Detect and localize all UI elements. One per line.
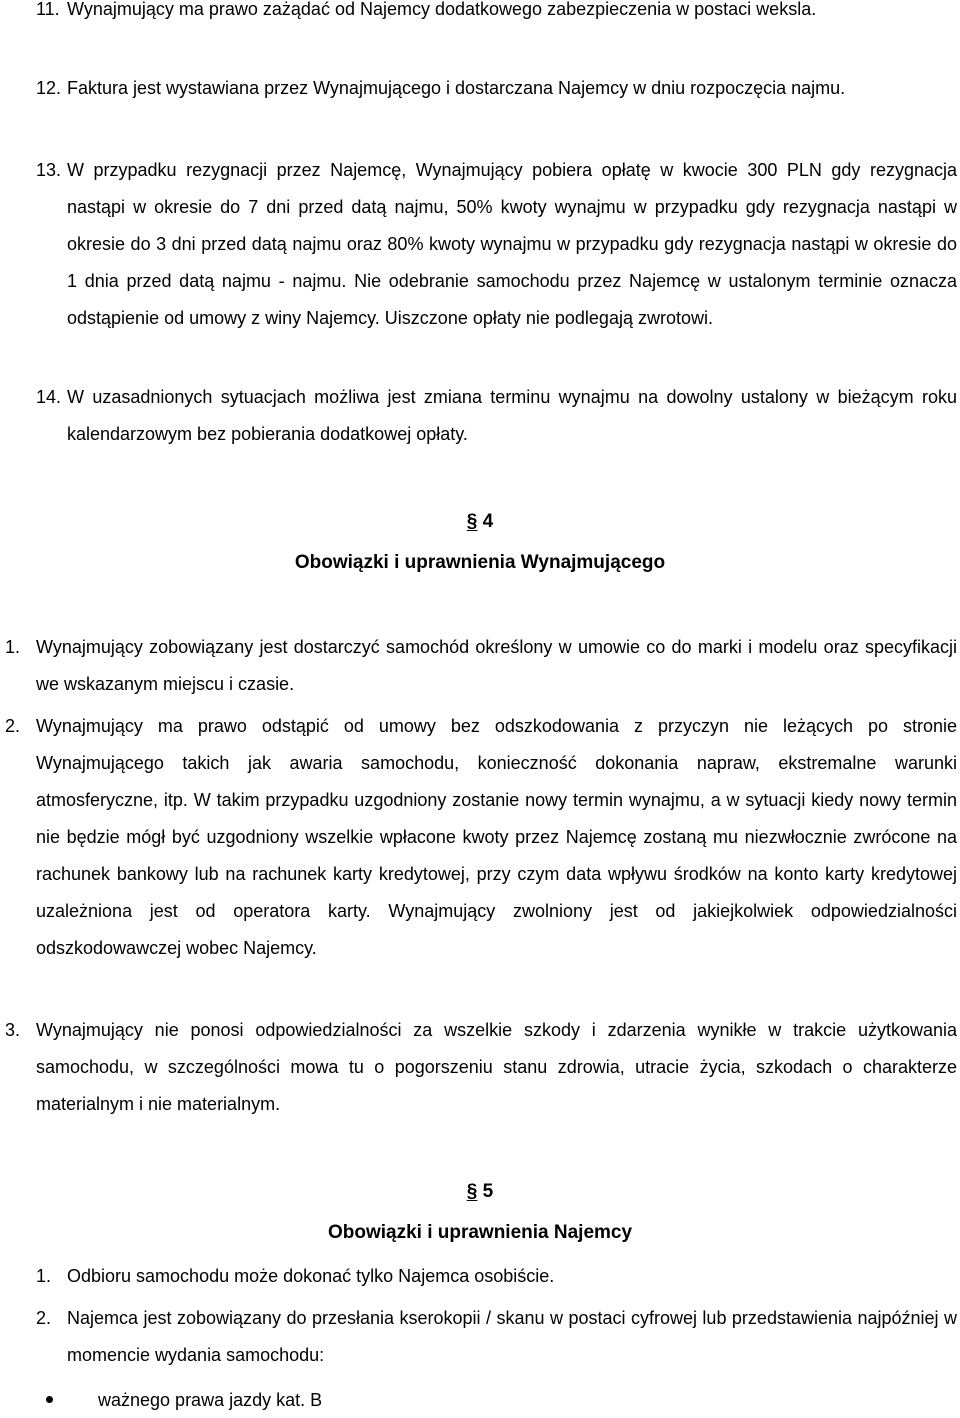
list-item-4-2 — [0, 708, 960, 1004]
section-sign: § — [466, 1181, 478, 1202]
list-item-12 — [0, 70, 960, 144]
list-item-text: W przypadku rezygnacji przez Najemcę, Wynajmujący pobiera opłatę w kwocie 300 PLN gdy rezygnacja nastąpi w okresie do 7 dni przed datą najmu, 50% kwoty wynajmu w przypadku gdy rezygnacja nastąpi w okresie do 3 dni przed datą najmu oraz 80% kwoty wynajmu w przypadku gdy rezygnacja nastąpi w okresie do 1 dnia przed datą najmu - najmu. Nie odebranie samochodu przez Najemcę w ustalonym terminie oznacza odstąpienie od umowy z winy Najemcy. Uiszczone opłaty nie podlegają zwrotowi. — [67, 160, 957, 328]
list-item-5-1 — [0, 1258, 960, 1295]
section-number: 4 — [482, 511, 494, 532]
list-item-4-1 — [0, 629, 960, 703]
list-item-number: 1. — [36, 1266, 52, 1286]
bullet-dot-icon — [46, 1396, 53, 1403]
list-item-number: 12. — [36, 78, 62, 98]
list-item-13 — [0, 152, 960, 374]
list-item-text: W uzasadnionych sytuacjach możliwa jest zmiana terminu wynajmu na dowolny ustalony w bieżącym roku kalendarzowym bez pobierania dodatkowej opłaty. — [67, 387, 957, 444]
list-item-number: 14. — [36, 387, 62, 407]
list-item-text: Wynajmujący ma prawo odstąpić od umowy bez odszkodowania z przyczyn nie leżących po stronie Wynajmującego takich jak awaria samochodu, konieczność dokonania napraw, ekstremalne warunki atmosferyczne, itp. W takim przypadku uzgodniony zostanie nowy termin wynajmu, a w sytuacji kiedy nowy termin nie będzie mógł być uzgodniony wszelkie wpłacone kwoty przez Najemcę zostaną mu niezwłocznie zwrócone na rachunek bankowy lub na rachunek karty kredytowej, przy czym data wpływu środków na konto karty kredytowej uzależniona jest od operatora karty. Wynajmujący zwolniony jest od jakiejkolwiek odpowiedzialności odszkodowawczej wobec Najemcy. — [36, 716, 957, 958]
list-item-number: 1. — [5, 637, 21, 657]
list-item-text: Wynajmujący nie ponosi odpowiedzialności za wszelkie szkody i zdarzenia wynikłe w trakcie użytkowania samochodu, w szczególności mowa tu o pogorszeniu stanu zdrowia, utracie życia, szkodach o charakterze materialnym i nie materialnym. — [36, 1020, 957, 1114]
list-item-text: Faktura jest wystawiana przez Wynajmującego i dostarczana Najemcy w dniu rozpoczęcia najmu. — [67, 78, 846, 98]
list-item-5-2 — [0, 1300, 960, 1374]
section-sign: § — [466, 511, 478, 532]
list-item-4-3 — [0, 1012, 960, 1123]
list-item-11 — [0, 0, 960, 65]
section-5-title: Obowiązki i uprawnienia Najemcy — [327, 1222, 633, 1243]
list-item-14 — [0, 379, 960, 453]
section-5-number — [0, 1180, 960, 1204]
list-item-number: 13. — [36, 160, 62, 180]
list-item-text: Wynajmujący zobowiązany jest dostarczyć samochód określony w umowie co do marki i modelu oraz specyfikacji we wskazanym miejscu i czasie. — [36, 637, 957, 694]
section-4-title: Obowiązki i uprawnienia Wynajmującego — [294, 552, 666, 573]
section-4-number — [0, 510, 960, 534]
list-item-number: 3. — [5, 1020, 21, 1040]
list-item-text: Wynajmujący ma prawo zażądać od Najemcy dodatkowego zabezpieczenia w postaci weksla. — [67, 0, 817, 19]
list-item-number: 11. — [36, 0, 60, 19]
list-item-number: 2. — [36, 1308, 52, 1328]
section-number: 5 — [482, 1181, 494, 1202]
list-item-text: Odbioru samochodu może dokonać tylko Najemca osobiście. — [67, 1266, 555, 1286]
bullet-item — [0, 1382, 960, 1418]
bullet-text: ważnego prawa jazdy kat. B — [98, 1390, 323, 1410]
list-item-number: 2. — [5, 716, 21, 736]
list-item-text: Najemca jest zobowiązany do przesłania kserokopii / skanu w postaci cyfrowej lub przedstawienia najpóźniej w momencie wydania samochodu: — [67, 1308, 957, 1365]
